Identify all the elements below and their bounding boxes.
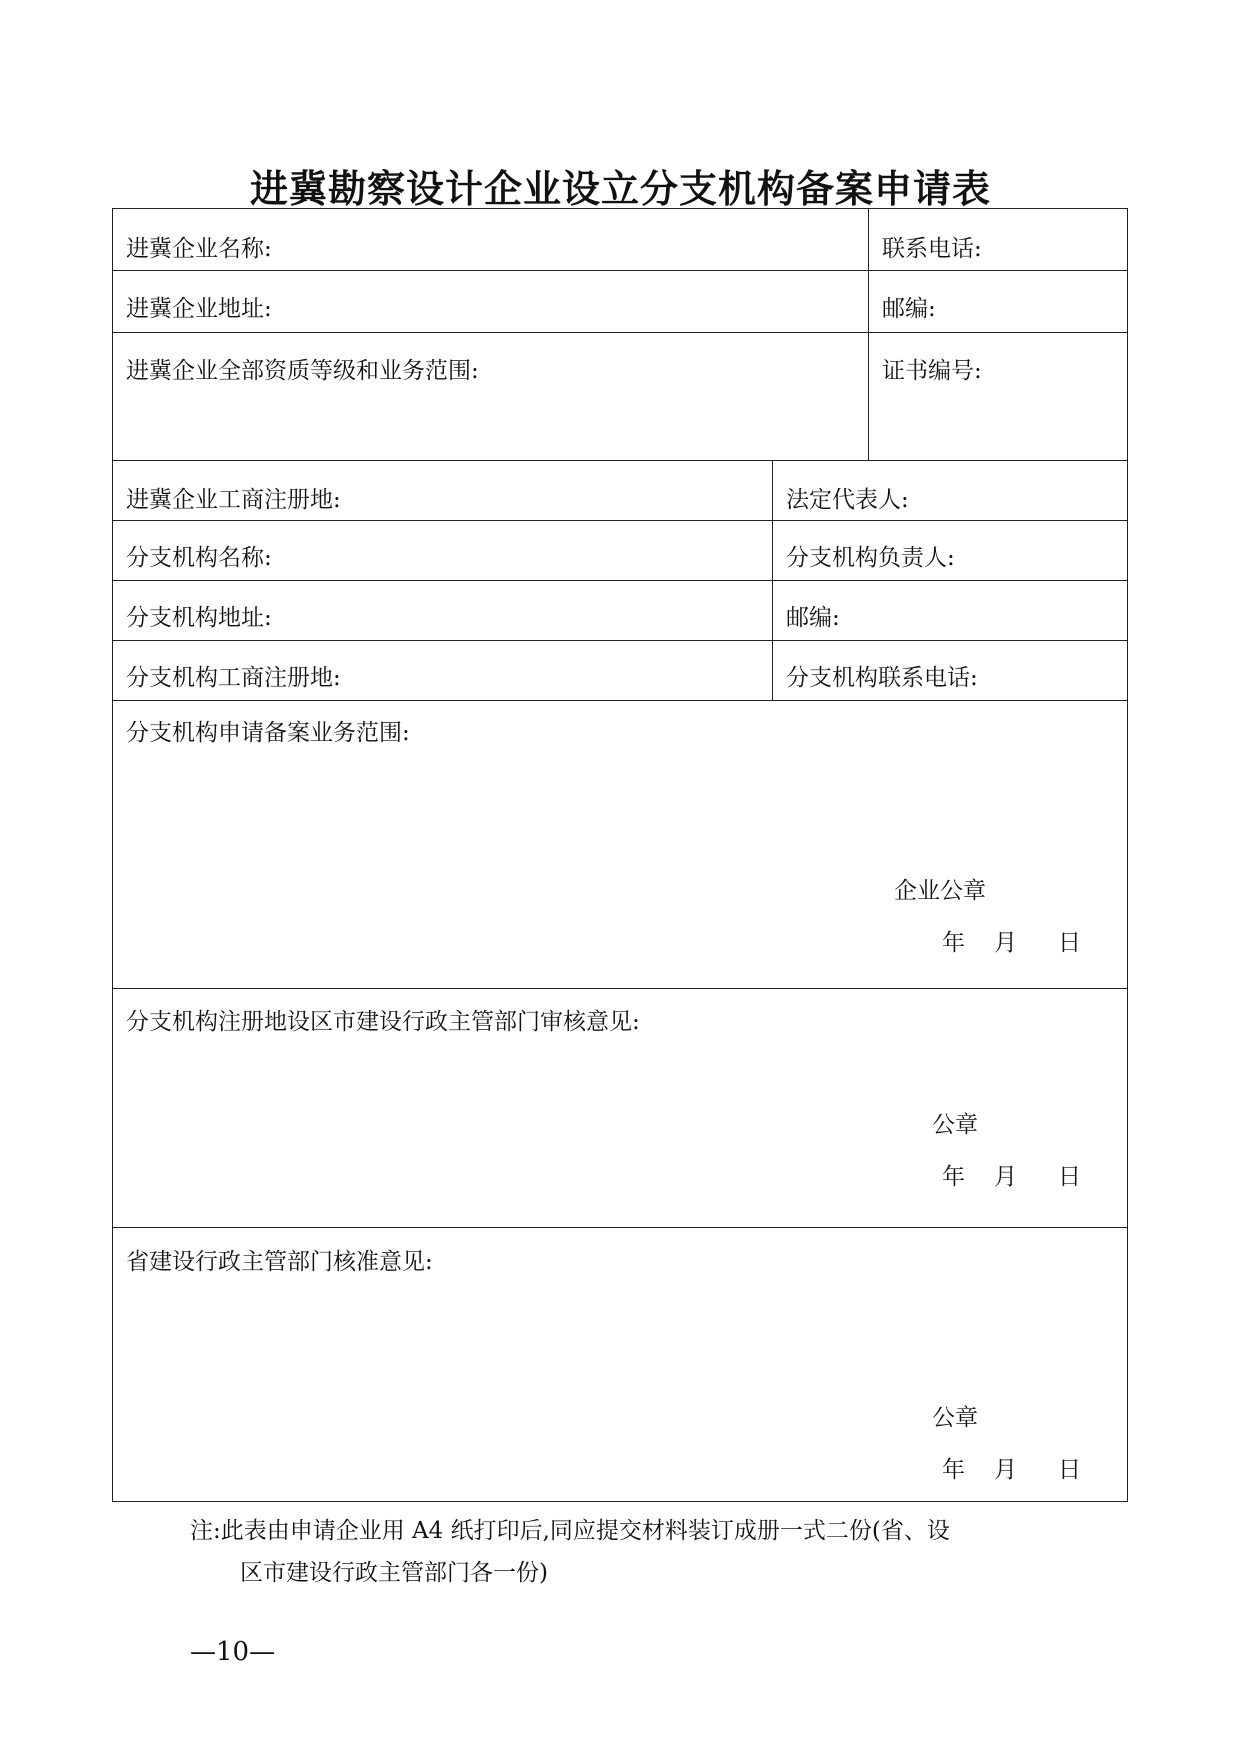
row-divider [112,1227,1128,1228]
field-company-address[interactable]: 进冀企业地址: [126,296,272,322]
section-city-review-label[interactable]: 分支机构注册地设区市建设行政主管部门审核意见: [126,1009,640,1035]
section-branch-scope-label[interactable]: 分支机构申请备案业务范围: [126,720,410,746]
field-phone[interactable]: 联系电话: [882,236,982,262]
date-day-label: 日 [1058,930,1081,956]
row-divider [112,580,1128,581]
field-branch-postcode[interactable]: 邮编: [786,605,840,631]
row-divider [112,270,1128,271]
field-cert-no[interactable]: 证书编号: [882,358,982,384]
field-qualifications[interactable]: 进冀企业全部资质等级和业务范围: [126,358,479,384]
date-year-label: 年 [942,1457,965,1483]
footnote-line-1: 注:此表由申请企业用 A4 纸打印后,同应提交材料装订成册一式二份(省、设 [190,1518,950,1544]
section-province-approval-label[interactable]: 省建设行政主管部门核准意见: [126,1249,433,1275]
row-divider [112,640,1128,641]
field-branch-phone[interactable]: 分支机构联系电话: [786,665,978,691]
field-reg-place[interactable]: 进冀企业工商注册地: [126,487,341,513]
application-form-table [112,208,1128,1502]
row-divider [112,988,1128,989]
field-branch-name[interactable]: 分支机构名称: [126,545,272,571]
page-number: —10— [190,1637,276,1667]
field-branch-reg-place[interactable]: 分支机构工商注册地: [126,665,341,691]
seal-label: 公章 [932,1405,978,1431]
row-divider [112,460,1128,461]
date-month-label: 月 [994,1164,1017,1190]
field-legal-rep[interactable]: 法定代表人: [786,487,909,513]
form-title: 进冀勘察设计企业设立分支机构备案申请表 [249,166,991,211]
field-branch-head[interactable]: 分支机构负责人: [786,545,955,571]
row-divider [112,520,1128,521]
date-year-label: 年 [942,1164,965,1190]
field-branch-address[interactable]: 分支机构地址: [126,605,272,631]
row-divider [112,332,1128,333]
field-company-name[interactable]: 进冀企业名称: [126,236,272,262]
date-year-label: 年 [942,930,965,956]
seal-label: 公章 [932,1112,978,1138]
column-divider [868,208,869,460]
field-postcode[interactable]: 邮编: [882,296,936,322]
date-day-label: 日 [1058,1457,1081,1483]
date-day-label: 日 [1058,1164,1081,1190]
footnote-line-2: 区市建设行政主管部门各一份) [240,1560,548,1586]
column-divider [772,460,773,700]
seal-label: 企业公章 [894,878,986,904]
date-month-label: 月 [994,930,1017,956]
row-divider [112,700,1128,701]
date-month-label: 月 [994,1457,1017,1483]
